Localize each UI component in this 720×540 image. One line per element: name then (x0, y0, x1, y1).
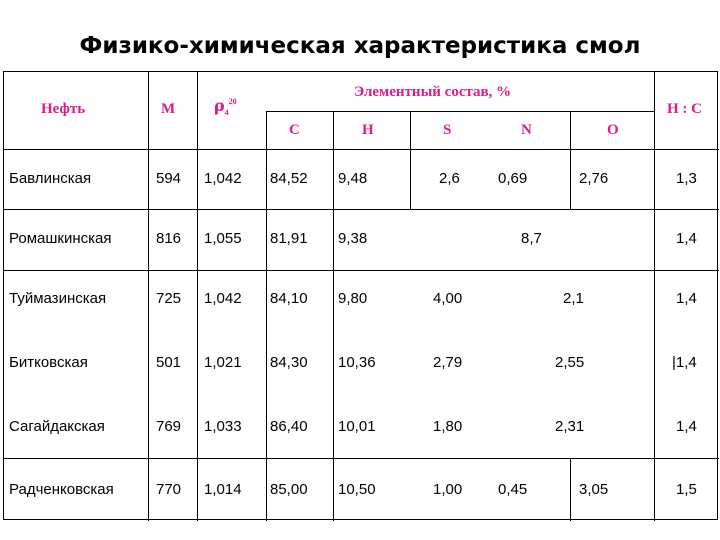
header-oxygen: O (607, 122, 619, 138)
header-density-symbol: ρ (214, 96, 225, 115)
header-carbon: С (289, 122, 300, 138)
row-s: 4,00 (433, 290, 463, 307)
row-h: 9,48 (338, 170, 368, 187)
page-title: Физико-химическая характеристика смол (79, 33, 641, 59)
col-divider (570, 458, 571, 521)
header-sulfur: S (443, 122, 452, 138)
row-divider (4, 458, 719, 459)
row-hc: |1,4 (672, 354, 697, 371)
row-h: 10,50 (338, 481, 376, 498)
row-n: 0,45 (498, 481, 528, 498)
row-name: Сагайдакская (9, 418, 105, 435)
row-n-o: 2,55 (555, 354, 585, 371)
row-hc: 1,4 (676, 290, 697, 307)
row-name: Ромашкинская (9, 230, 112, 247)
row-n-o: 2,31 (555, 418, 585, 435)
row-divider (4, 270, 719, 271)
row-name: Битковская (9, 354, 88, 371)
header-molecular-mass: М (161, 101, 176, 117)
row-m: 501 (156, 354, 182, 371)
col-divider (266, 111, 267, 521)
row-s: 1,00 (433, 481, 463, 498)
header-divider (266, 111, 654, 112)
header-oil: Нефть (41, 101, 86, 117)
row-rho: 1,042 (204, 290, 242, 307)
row-rho: 1,021 (204, 354, 242, 371)
row-s: 2,79 (433, 354, 463, 371)
row-h: 9,80 (338, 290, 368, 307)
col-divider (197, 72, 198, 521)
row-s-n-o: 8,7 (521, 230, 542, 247)
col-divider (654, 72, 655, 521)
header-nitrogen: N (521, 122, 532, 138)
row-divider (4, 149, 719, 150)
row-c: 84,52 (270, 170, 308, 187)
row-m: 770 (156, 481, 182, 498)
row-name: Туймазинская (9, 290, 107, 307)
row-n-o: 2,1 (563, 290, 584, 307)
row-s: 2,6 (439, 170, 460, 187)
row-rho: 1,033 (204, 418, 242, 435)
col-divider (410, 111, 411, 210)
header-density (214, 96, 237, 116)
row-hc: 1,4 (676, 230, 697, 247)
row-m: 816 (156, 230, 182, 247)
col-divider (570, 111, 571, 210)
row-h: 9,38 (338, 230, 368, 247)
header-composition: Элементный состав, % (354, 84, 512, 100)
row-c: 84,10 (270, 290, 308, 307)
row-c: 84,30 (270, 354, 308, 371)
row-name: Бавлинская (9, 170, 92, 187)
row-c: 86,40 (270, 418, 308, 435)
row-rho: 1,042 (204, 170, 242, 187)
header-density-sub: 4 (224, 108, 229, 117)
row-m: 725 (156, 290, 182, 307)
row-s: 1,80 (433, 418, 463, 435)
row-hc: 1,4 (676, 418, 697, 435)
col-divider (148, 72, 149, 521)
row-divider (4, 209, 719, 210)
col-divider (333, 111, 334, 521)
row-rho: 1,014 (204, 481, 242, 498)
row-rho: 1,055 (204, 230, 242, 247)
row-m: 594 (156, 170, 182, 187)
row-h: 10,01 (338, 418, 376, 435)
header-hydrogen: Н (362, 122, 374, 138)
row-hc: 1,3 (676, 170, 697, 187)
row-o: 2,76 (579, 170, 609, 187)
row-n: 0,69 (498, 170, 528, 187)
row-o: 3,05 (579, 481, 609, 498)
row-c: 85,00 (270, 481, 308, 498)
row-h: 10,36 (338, 354, 376, 371)
header-density-sup: 20 (228, 97, 237, 106)
row-m: 769 (156, 418, 182, 435)
row-c: 81,91 (270, 230, 308, 247)
row-hc: 1,5 (676, 481, 697, 498)
header-h-c-ratio: Н : С (667, 101, 702, 117)
row-name: Радченковская (9, 481, 114, 498)
